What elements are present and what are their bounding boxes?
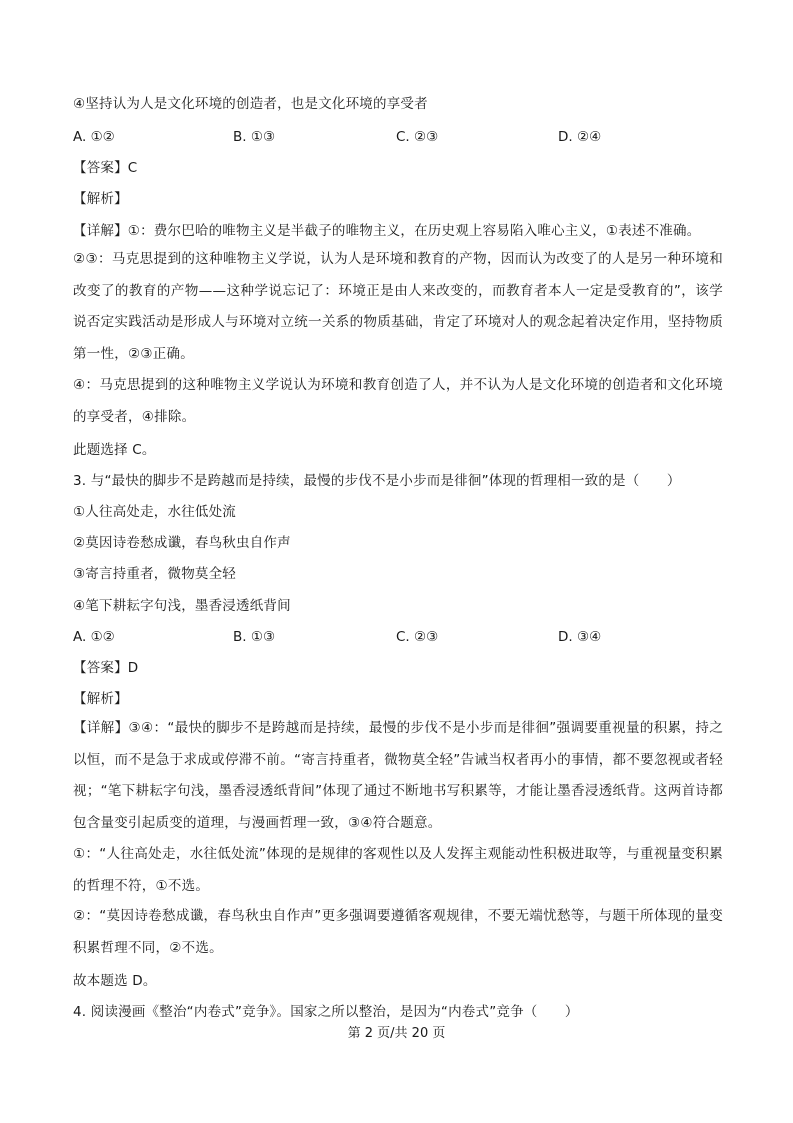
q3-answer: 【答案】D — [73, 660, 139, 676]
q3-detail-3: ②：“莫因诗卷愁成谶，春鸟秋虫自作声”更多强调要遵循客观规律，不要无端忧愁等，与题干所体现的量变积累哲理不同，②不选。 — [73, 908, 723, 956]
q3-item-1: ①人往高处走，水往低处流 — [73, 504, 237, 520]
q3-item-2: ②莫因诗卷愁成谶，春鸟秋虫自作声 — [73, 535, 291, 551]
q2-option-a: A. ①② — [73, 129, 115, 145]
q2-item-4: ④坚持认为人是文化环境的创造者，也是文化环境的享受者 — [73, 96, 428, 112]
q2-option-b: B. ①③ — [233, 129, 276, 145]
q3-option-b: B. ①③ — [233, 629, 276, 645]
q3-item-3: ③寄言持重者，微物莫全轻 — [73, 566, 237, 582]
q2-conclusion: 此题选择 C。 — [73, 442, 156, 458]
q2-detail-1: 【详解】①：费尔巴哈的唯物主义是半截子的唯物主义，在历史观上容易陷入唯心主义，①表述不准确。 — [73, 223, 701, 239]
q2-detail-2: ②③：马克思提到的这种唯物主义学说，认为人是环境和教育的产物，因而认为改变了的人是另一种环境和改变了的教育的产物——这种学说忘记了：环境正是由人来改变的，而教育者本人一定是受教育的”，该学说否定实践活动是形成人与环境对立统一关系的物质基础，肯定了环境对人的观念起着决定作用，坚持物质第一性，②③正确。 — [73, 251, 723, 362]
q3-analysis-label: 【解析】 — [73, 691, 128, 707]
q4-stem: 4. 阅读漫画《整治“内卷式”竞争》。国家之所以整治，是因为“内卷式”竞争（ ） — [73, 1004, 579, 1020]
q2-detail-3: ④：马克思提到的这种唯物主义学说认为环境和教育创造了人，并不认为人是文化环境的创造者和文化环境的享受者，④排除。 — [73, 377, 723, 425]
q3-option-d: D. ③④ — [558, 629, 602, 645]
q3-option-a: A. ①② — [73, 629, 115, 645]
q2-answer: 【答案】C — [73, 160, 138, 176]
q3-item-4: ④笔下耕耘字句浅，墨香浸透纸背间 — [73, 598, 291, 614]
q3-detail-1: 【详解】③④：“最快的脚步不是跨越而是持续，最慢的步伐不是小步而是徘徊”强调要重视量的积累，持之以恒，而不是急于求成或停滞不前。“寄言持重者，微物莫全轻”告诫当权者再小的事情，都不要忽视或者轻视；“笔下耕耘字句浅，墨香浸透纸背间”体现了通过不断地书写积累等，才能让墨香浸透纸背。这两首诗都包含量变引起质变的道理，与漫画哲理一致，③④符合题意。 — [73, 720, 723, 831]
page-footer: 第 2 页/共 20 页 — [347, 1026, 446, 1041]
q3-option-c: C. ②③ — [396, 629, 439, 645]
q3-detail-2: ①：“人往高处走，水往低处流”体现的是规律的客观性以及人发挥主观能动性积极进取等，与重视量变积累的哲理不符，①不选。 — [73, 846, 723, 894]
q3-options — [73, 628, 733, 646]
q2-analysis-label: 【解析】 — [73, 191, 128, 207]
q3-stem: 3. 与“最快的脚步不是跨越而是持续，最慢的步伐不是小步而是徘徊”体现的哲理相一致的是（ ） — [73, 473, 681, 489]
q2-option-c: C. ②③ — [396, 129, 439, 145]
q2-options — [73, 128, 733, 146]
q2-option-d: D. ②④ — [558, 129, 602, 145]
q3-conclusion: 故本题选 D。 — [73, 973, 157, 989]
